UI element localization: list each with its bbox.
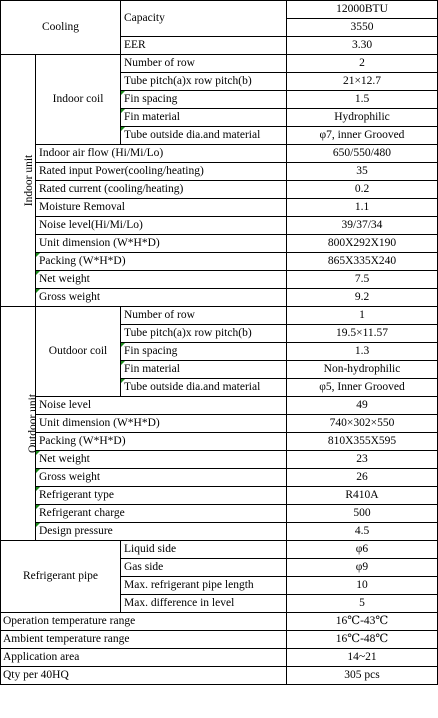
row-value: 39/37/34 — [287, 217, 438, 235]
row-label: Unit dimension (W*H*D) — [36, 415, 287, 433]
row-label: Unit dimension (W*H*D) — [36, 235, 287, 253]
table-row — [1, 649, 438, 667]
outdoor-unit-text: Outdoor unit — [27, 393, 40, 454]
row-label: Tube pitch(a)x row pitch(b) — [121, 73, 287, 91]
eer-value: 3.30 — [287, 37, 438, 55]
table-row — [1, 289, 438, 307]
capacity-label: Capacity — [121, 1, 287, 37]
row-label: Fin spacing — [121, 91, 287, 109]
row-value: 9.2 — [287, 289, 438, 307]
row-value: 810X355X595 — [287, 433, 438, 451]
row-value: Non-hydrophilic — [287, 361, 438, 379]
row-value: 49 — [287, 397, 438, 415]
row-label: Fin material — [121, 361, 287, 379]
row-label: Design pressure — [36, 523, 287, 541]
row-value: 10 — [287, 577, 438, 595]
outdoor-coil-label: Outdoor coil — [36, 307, 121, 397]
row-label: Ambient temperature range — [1, 631, 287, 649]
row-value: 23 — [287, 451, 438, 469]
row-value: 5 — [287, 595, 438, 613]
row-label: Net weight — [36, 271, 287, 289]
table-row — [1, 613, 438, 631]
row-value: 26 — [287, 469, 438, 487]
row-value: 305 pcs — [287, 667, 438, 685]
row-label: Tube pitch(a)x row pitch(b) — [121, 325, 287, 343]
row-label: Refrigerant type — [36, 487, 287, 505]
row-label: Rated current (cooling/heating) — [36, 181, 287, 199]
row-label: Net weight — [36, 451, 287, 469]
row-value: φ6 — [287, 541, 438, 559]
row-label: Fin material — [121, 109, 287, 127]
table-row — [1, 541, 438, 559]
row-value: 1.5 — [287, 91, 438, 109]
table-row — [1, 145, 438, 163]
table-row — [1, 631, 438, 649]
row-label: Qty per 40HQ — [1, 667, 287, 685]
table-row — [1, 307, 438, 325]
row-value: 4.5 — [287, 523, 438, 541]
capacity-w-value: 3550 — [287, 19, 438, 37]
row-value: 800X292X190 — [287, 235, 438, 253]
table-row — [1, 163, 438, 181]
row-label: Liquid side — [121, 541, 287, 559]
table-row — [1, 487, 438, 505]
row-label: Packing (W*H*D) — [36, 433, 287, 451]
row-value: 7.5 — [287, 271, 438, 289]
row-label: Application area — [1, 649, 287, 667]
row-value: 740×302×550 — [287, 415, 438, 433]
row-label: Indoor air flow (Hi/Mi/Lo) — [36, 145, 287, 163]
table-row — [1, 469, 438, 487]
row-label: Gas side — [121, 559, 287, 577]
row-label: Noise level — [36, 397, 287, 415]
row-value: 21×12.7 — [287, 73, 438, 91]
table-row — [1, 181, 438, 199]
row-label: Tube outside dia.and material — [121, 127, 287, 145]
row-label: Max. refrigerant pipe length — [121, 577, 287, 595]
row-value: Hydrophilic — [287, 109, 438, 127]
table-row — [1, 55, 438, 73]
row-value: 865X335X240 — [287, 253, 438, 271]
indoor-unit-label — [1, 55, 36, 307]
row-value: 650/550/480 — [287, 145, 438, 163]
table-row — [1, 217, 438, 235]
row-label: Moisture Removal — [36, 199, 287, 217]
row-label: Gross weight — [36, 289, 287, 307]
table-row — [1, 523, 438, 541]
table-row — [1, 397, 438, 415]
table-row — [1, 505, 438, 523]
table-row — [1, 271, 438, 289]
row-value: 2 — [287, 55, 438, 73]
table-row — [1, 199, 438, 217]
table-row — [1, 253, 438, 271]
row-value: R410A — [287, 487, 438, 505]
row-label: Rated input Power(cooling/heating) — [36, 163, 287, 181]
row-value: φ9 — [287, 559, 438, 577]
row-label: Number of row — [121, 55, 287, 73]
capacity-btu-value: 12000BTU — [287, 1, 438, 19]
row-value: 16℃-43℃ — [287, 613, 438, 631]
row-label: Operation temperature range — [1, 613, 287, 631]
row-value: φ7, inner Grooved — [287, 127, 438, 145]
row-label: Noise level(Hi/Mi/Lo) — [36, 217, 287, 235]
cooling-group-label: Cooling — [1, 1, 121, 55]
row-label: Packing (W*H*D) — [36, 253, 287, 271]
row-value: φ5, Inner Grooved — [287, 379, 438, 397]
table-row — [1, 451, 438, 469]
row-value: 0.2 — [287, 181, 438, 199]
row-label: Max. difference in level — [121, 595, 287, 613]
row-label: Tube outside dia.and material — [121, 379, 287, 397]
row-value: 1.1 — [287, 199, 438, 217]
row-label: Fin spacing — [121, 343, 287, 361]
row-label: Number of row — [121, 307, 287, 325]
indoor-unit-text: Indoor unit — [23, 154, 36, 207]
row-value: 1 — [287, 307, 438, 325]
row-value: 14~21 — [287, 649, 438, 667]
row-value: 1.3 — [287, 343, 438, 361]
row-value: 35 — [287, 163, 438, 181]
row-value: 16℃-48℃ — [287, 631, 438, 649]
row-value: 19.5×11.57 — [287, 325, 438, 343]
row-value: 500 — [287, 505, 438, 523]
eer-label: EER — [121, 37, 287, 55]
row-label: Gross weight — [36, 469, 287, 487]
table-row — [1, 235, 438, 253]
outdoor-unit-label — [1, 307, 40, 541]
table-row — [1, 667, 438, 685]
table-row — [1, 415, 438, 433]
table-row — [1, 433, 438, 451]
table-row — [1, 1, 438, 19]
indoor-coil-label: Indoor coil — [36, 55, 121, 145]
row-label: Refrigerant charge — [36, 505, 287, 523]
refrigerant-pipe-label: Refrigerant pipe — [1, 541, 121, 613]
